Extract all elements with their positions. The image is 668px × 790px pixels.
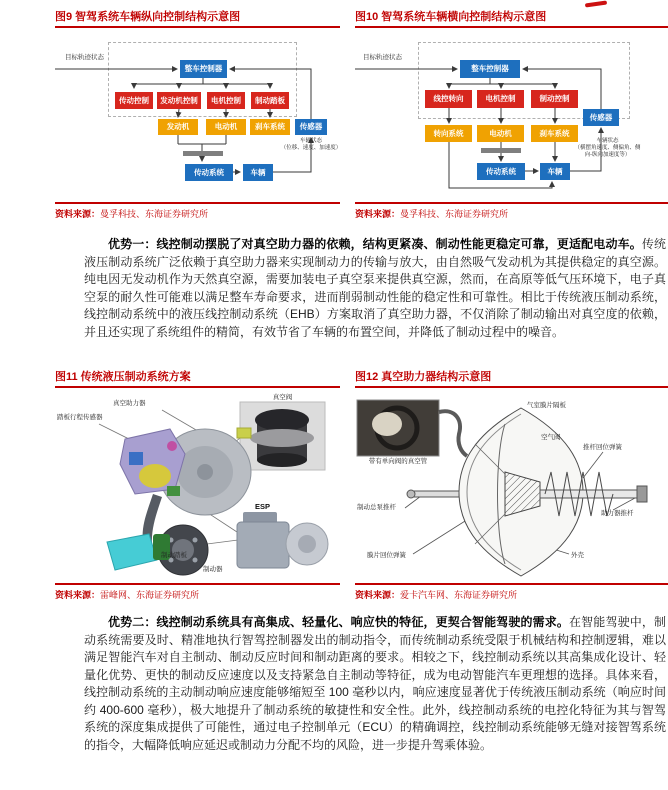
advantage-2-paragraph (84, 614, 666, 754)
figure-9-block (55, 8, 340, 218)
fig12-hose-photo (357, 400, 439, 456)
figure-10-title-rule (355, 26, 668, 28)
fig10-vehicle-controller-box: 整车控制器 (460, 60, 520, 78)
advantage-2-lead: 优势二：线控制动系统具有高集成、轻量化、响应快的特征，更契合智能驾驶的需求。 (108, 615, 570, 629)
fig12-hose (439, 411, 467, 456)
fig10-clutch-bar (481, 148, 521, 153)
fig9-actuator-engine: 发动机 (158, 119, 198, 135)
fig9-vehicle-state-label: 车辆状态 （位移、速度、加速度） (280, 138, 342, 152)
figure-12-title: 图12 真空助力器结构示意图 (355, 371, 492, 383)
figure-9-diagram (55, 34, 340, 194)
fig11-esp-unit (237, 512, 328, 568)
fig10-vehicle-box: 车辆 (540, 163, 570, 180)
fig9-vehicle-controller-box: 整车控制器 (180, 60, 227, 78)
figure-9-title: 图9 智驾系统车辆纵向控制结构示意图 (55, 11, 241, 23)
fig12-label-shell: 外壳 (571, 552, 584, 559)
fig9-vehicle-box: 车辆 (243, 164, 273, 181)
fig10-drivetrain-box: 传动系统 (477, 163, 525, 180)
fig11-label-brake: 制动器 (203, 566, 223, 573)
figure-11-title: 图11 传统液压制动系统方案 (55, 371, 191, 383)
fig11-label-booster: 真空助力器 (113, 400, 146, 407)
figure-11-source: 资料来源：雷峰网、东海证券研究所 (55, 583, 340, 601)
fig10-ctrl-box-brake: 制动控制 (531, 90, 578, 108)
fig10-vehicle-state-label: 车辆状态 （横摆角速度、侧偏角、侧 向-纵向加速度等） (574, 138, 641, 159)
figure-11-illustration (55, 394, 340, 578)
figure-12-source: 资料来源：爱卡汽车网、东海证券研究所 (355, 583, 668, 601)
fig9-ctrl-box-brake-pedal: 制动踏板 (251, 92, 289, 109)
fig10-actuator-steering: 转向系统 (425, 125, 472, 142)
fig9-input-label: 目标轨迹状态 (65, 54, 104, 61)
fig11-label-brake-pedal: 制动踏板 (161, 552, 187, 559)
figure-11-block (55, 368, 340, 600)
fig12-label-hose: 带有单向阀的真空管 (368, 458, 428, 465)
figure-10-block (355, 8, 668, 218)
fig9-actuator-motor: 电动机 (206, 119, 246, 135)
figure-10-source: 资料来源：曼孚科技、东海证券研究所 (355, 202, 668, 220)
fig11-label-vacuum-valve: 真空阀 (272, 394, 293, 401)
figure-12-block (355, 368, 668, 600)
advantage-1-body: 传统液压制动系统广泛依赖于真空助力器来实现制动力的传输与放大，由自然吸气发动机为其提供稳定的真空源。纯电因无发动机作为天然真空源，需要加装电子真空泵来提供真空源，然而，在高原等低气压环境下，电子真空泵的耐久性可能难以满足整车寿命要求，进而削弱制动性能的稳定性和可靠性。相比于传统液压制动系统，线控制动系统中的液压线控制动系统（EHB）方案取消了真空助力器，不仅消除了制动输出对真空度的依赖，并且还实现了系统组件的精简，有效节省了车辆的布置空间，并降低了制动过程中的噪音。 (84, 237, 666, 339)
fig9-ctrl-box-engine: 发动机控制 (157, 92, 201, 109)
fig9-ctrl-box-motor: 电机控制 (207, 92, 245, 109)
figure-12-title-rule (355, 386, 668, 388)
advantage-1-paragraph (84, 236, 666, 341)
red-corner-mark (585, 0, 607, 7)
fig10-input-label: 目标轨迹状态 (363, 54, 402, 61)
fig10-ctrl-box-steer-by-wire: 线控转向 (425, 90, 472, 108)
fig11-brake-disc (153, 525, 208, 575)
figure-11-title-rule (55, 386, 340, 388)
fig10-sensor-box: 传感器 (583, 109, 619, 126)
fig11-label-pedal-sensor: 踏板行程传感器 (57, 414, 103, 421)
fig10-actuator-brake-system: 刹车系统 (531, 125, 578, 142)
fig9-actuator-brake-system: 刹车系统 (250, 119, 290, 135)
fig12-label-master-rod: 制动总泵推杆 (357, 504, 396, 511)
advantage-2-body: 在智能驾驶中，制动系统需要及时、精准地执行智驾控制器发出的制动指令，而传统制动系统受限于机械结构和控制逻辑，难以满足智能汽车对自主制动、制动反应时间和制动距离的要求。相较之下，线控制动系统以其高集成化设计、轻量化优势、更快的制动反应速度以及支持紧急自主制动等特征，成为电动智能汽车更理想的选择。具体来看，线控制动系统的主动制动响应速度能够缩短至 100 毫秒以内，响应速度显著优于传统液压制动系统（响应时间约 400-600 毫秒），极大地提升了制动系统的敏捷性和安全性。此外，线控制动系统的电控化特征为其与智驾系统的深度集成提供了可能性，通过电子控制单元（ECU）的精确调控，线控制动系统能够无缝对接智驾系统的指令，大幅降低响应延迟或制动力分配不均的风险，进一步提升驾乘体验。 (84, 615, 666, 752)
fig9-clutch-bar (183, 151, 223, 156)
fig12-illustration-art (355, 394, 668, 578)
fig11-vacuum-valve-photo (240, 402, 325, 470)
fig10-ctrl-box-motor: 电机控制 (477, 90, 524, 108)
fig12-label-diaphragm-spring: 膜片回位弹簧 (367, 552, 406, 559)
figure-10-title: 图10 智驾系统车辆横向控制结构示意图 (355, 11, 547, 23)
fig12-label-air-valve: 空气阀 (541, 434, 561, 441)
figure-12-illustration (355, 394, 668, 578)
fig12-label-booster-rod: 助力器推杆 (601, 510, 634, 517)
fig9-sensor-box: 传感器 (295, 119, 327, 135)
figure-10-diagram (355, 34, 668, 194)
fig12-label-pushrod-spring: 推杆回位弹簧 (583, 444, 622, 451)
fig10-actuator-motor: 电动机 (477, 125, 524, 142)
fig11-label-esp: ESP (255, 502, 271, 511)
fig9-ctrl-box-transmission: 传动控制 (115, 92, 153, 109)
figure-9-title-rule (55, 26, 340, 28)
fig12-label-diaphragm: 气室膜片隔板 (527, 402, 566, 409)
advantage-1-lead: 优势一：线控制动摆脱了对真空助力器的依赖，结构更紧凑、制动性能更稳定可靠，更适配电动车。 (108, 237, 642, 251)
figure-9-source: 资料来源：曼孚科技、东海证券研究所 (55, 202, 340, 220)
fig9-drivetrain-box: 传动系统 (185, 164, 233, 181)
